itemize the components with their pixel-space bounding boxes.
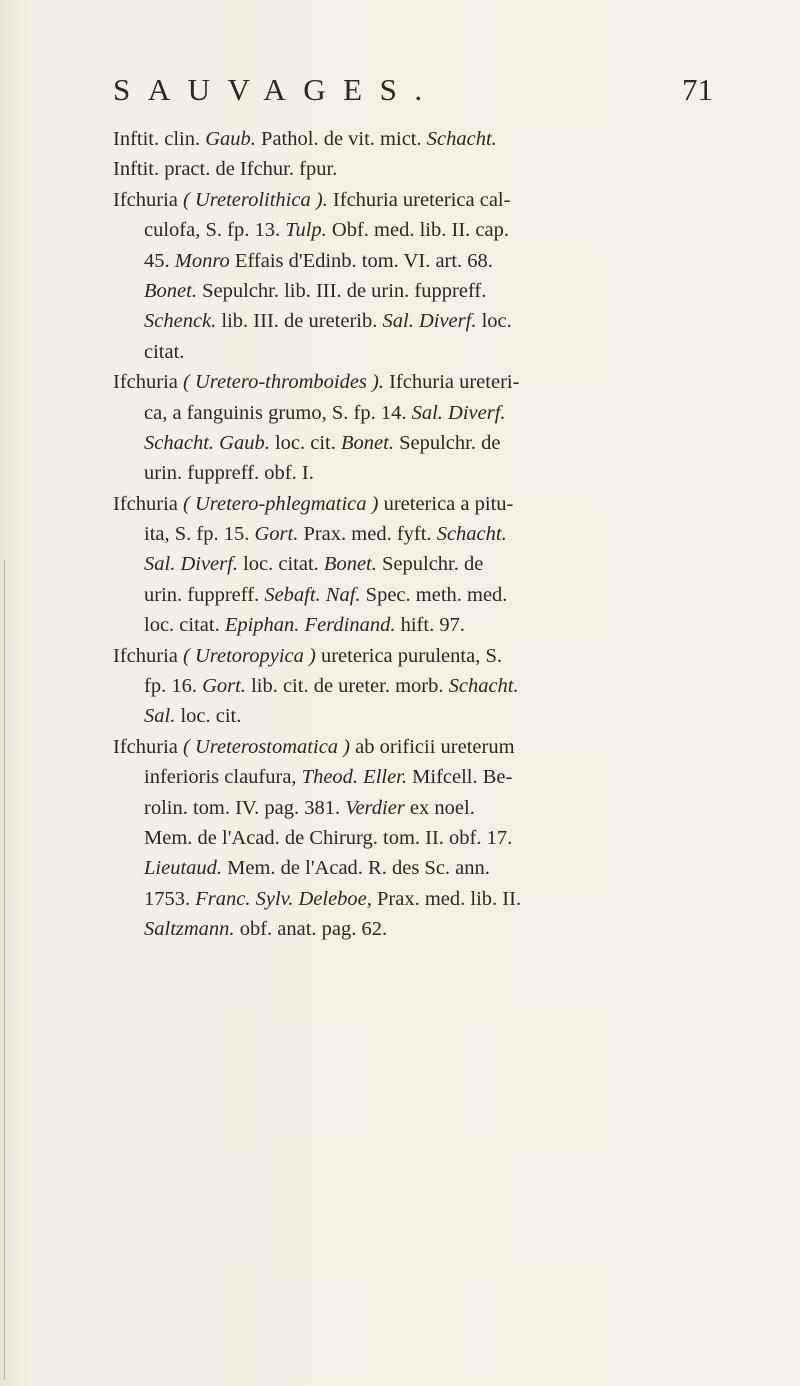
text-line — [113, 884, 723, 914]
text-segment: 1753. — [144, 887, 196, 910]
italic-citation: ( Uretero-phlegmatica ) — [183, 492, 379, 515]
italic-citation: Bonet. — [323, 553, 377, 576]
entry-first-line — [113, 732, 723, 762]
text-segment: loc. cit. — [269, 431, 341, 454]
entry-first-line — [113, 641, 723, 671]
text-segment: ca, a fanguinis grumo, S. fp. 14. — [144, 401, 412, 424]
text-line — [113, 671, 723, 701]
text-segment: Mem. de l'Acad. de Chirurg. tom. II. obf. 17. — [144, 826, 513, 849]
text-line — [113, 853, 723, 883]
entry-first-line — [113, 367, 723, 397]
page-header — [113, 72, 713, 112]
italic-citation: Theod. Eller. — [301, 766, 408, 789]
italic-citation: Gaub. — [205, 128, 256, 150]
text-segment: Ifchuria — [113, 644, 183, 667]
text-line — [113, 398, 723, 428]
italic-citation: ( Uretero-thromboides ). — [183, 371, 384, 394]
text-segment: Sepulchr. lib. III. de urin. fuppreff. — [196, 279, 487, 302]
text-segment: lib. III. de ureterib. — [216, 310, 383, 333]
text-segment: loc. citat. — [237, 553, 324, 576]
text-segment: lib. cit. de ureter. morb. — [245, 675, 449, 698]
text-line — [113, 610, 723, 640]
text-segment: hift. 97. — [395, 614, 465, 637]
italic-citation: Schacht. — [448, 675, 519, 698]
text-line — [113, 762, 723, 792]
italic-citation: Sebaft. Naf. — [264, 583, 361, 606]
text-segment: culofa, S. fp. 13. — [144, 219, 286, 242]
text-line — [113, 215, 723, 245]
entry-first-line — [113, 185, 723, 215]
text-line — [113, 580, 723, 610]
text-segment: Mifcell. Be- — [407, 766, 513, 789]
italic-citation: Epiphan. Ferdinand. — [224, 614, 396, 637]
text-segment: Ifchuria — [113, 371, 183, 394]
italic-citation: Schacht. Gaub. — [144, 431, 270, 454]
text-segment: Inftit. pract. de Ifchur. fpur. — [113, 158, 338, 181]
italic-citation: Schacht. — [426, 128, 497, 150]
text-segment: loc. cit. — [175, 705, 242, 728]
italic-citation: ( Ureterostomatica ) — [183, 735, 351, 758]
text-line — [113, 306, 723, 336]
italic-citation: Schenck. — [144, 310, 217, 333]
italic-citation: Sal. Diverf. — [144, 553, 238, 576]
text-line — [113, 458, 723, 488]
text-segment: Ifchuria ureterica cal- — [327, 188, 511, 211]
italic-citation: Sal. — [144, 705, 176, 728]
italic-citation: Gort. — [254, 523, 299, 546]
text-segment: loc. citat. — [144, 614, 225, 637]
text-segment: rolin. tom. IV. pag. 381. — [144, 796, 346, 819]
italic-citation: Verdier — [345, 796, 405, 819]
text-line — [113, 823, 723, 853]
text-segment: Inftit. clin. — [113, 128, 206, 150]
text-segment: Prax. med. lib. II. — [371, 887, 522, 910]
italic-citation: Sal. Diverf. — [411, 401, 506, 424]
text-segment: obf. anat. pag. 62. — [234, 918, 388, 941]
body-text — [113, 124, 723, 945]
entry-first-line — [113, 489, 723, 519]
text-segment: ab orificii ureterum — [350, 735, 515, 758]
text-line — [113, 428, 723, 458]
page-gutter-edge — [4, 560, 5, 1380]
text-segment: Sepulchr. de — [376, 553, 484, 576]
text-line — [113, 337, 723, 367]
italic-citation: Gort. — [202, 675, 246, 698]
italic-citation: ( Uretoropyica ) — [183, 644, 316, 667]
text-segment: inferioris claufura, — [144, 766, 302, 789]
text-line — [113, 549, 723, 579]
text-segment: ita, S. fp. 15. — [144, 523, 255, 546]
text-segment: Pathol. de vit. mict. — [255, 128, 427, 150]
running-title: SAUVAGES. — [113, 72, 440, 107]
italic-citation: Monro — [174, 249, 230, 272]
text-segment: Ifchuria — [113, 735, 183, 758]
text-segment: Mem. de l'Acad. R. des Sc. ann. — [222, 857, 490, 880]
italic-citation: Bonet. — [144, 279, 197, 302]
text-segment: Sepulchr. de — [393, 431, 501, 454]
text-segment: Ifchuria — [113, 492, 183, 515]
text-segment: urin. fuppreff. — [144, 583, 265, 606]
text-line — [113, 793, 723, 823]
text-segment: Effais d'Edinb. tom. VI. art. 68. — [229, 249, 493, 272]
text-segment: Ifchuria ureteri- — [383, 371, 520, 394]
text-segment: ureterica a pitu- — [378, 492, 514, 515]
text-line — [113, 246, 723, 276]
text-segment: ureterica purulenta, S. — [315, 644, 502, 667]
italic-citation: Schacht. — [436, 523, 507, 546]
page-number: 71 — [682, 72, 713, 107]
text-segment: citat. — [144, 340, 185, 363]
text-segment: Obf. med. lib. II. cap. — [326, 219, 509, 242]
text-segment: loc. — [476, 310, 512, 333]
text-line — [113, 701, 723, 731]
text-segment: ex noel. — [404, 796, 475, 819]
text-segment: Spec. meth. med. — [360, 583, 508, 606]
text-segment: Ifchuria — [113, 188, 183, 211]
italic-citation: Lieutaud. — [144, 857, 223, 880]
text-line — [113, 519, 723, 549]
italic-citation: Sal. Diverf. — [382, 310, 477, 333]
text-line — [113, 124, 723, 154]
text-segment: urin. fuppreff. obf. I. — [144, 462, 314, 485]
italic-citation: Franc. Sylv. Deleboe, — [195, 887, 372, 910]
text-segment: fp. 16. — [144, 675, 203, 698]
text-line — [113, 914, 723, 944]
italic-citation: ( Ureterolithica ). — [183, 188, 328, 211]
text-line — [113, 276, 723, 306]
italic-citation: Tulp. — [285, 219, 327, 242]
text-segment: 45. — [144, 249, 175, 272]
text-line — [113, 154, 723, 184]
italic-citation: Saltzmann. — [144, 918, 235, 941]
italic-citation: Bonet. — [341, 431, 394, 454]
text-segment: Prax. med. fyft. — [298, 523, 437, 546]
